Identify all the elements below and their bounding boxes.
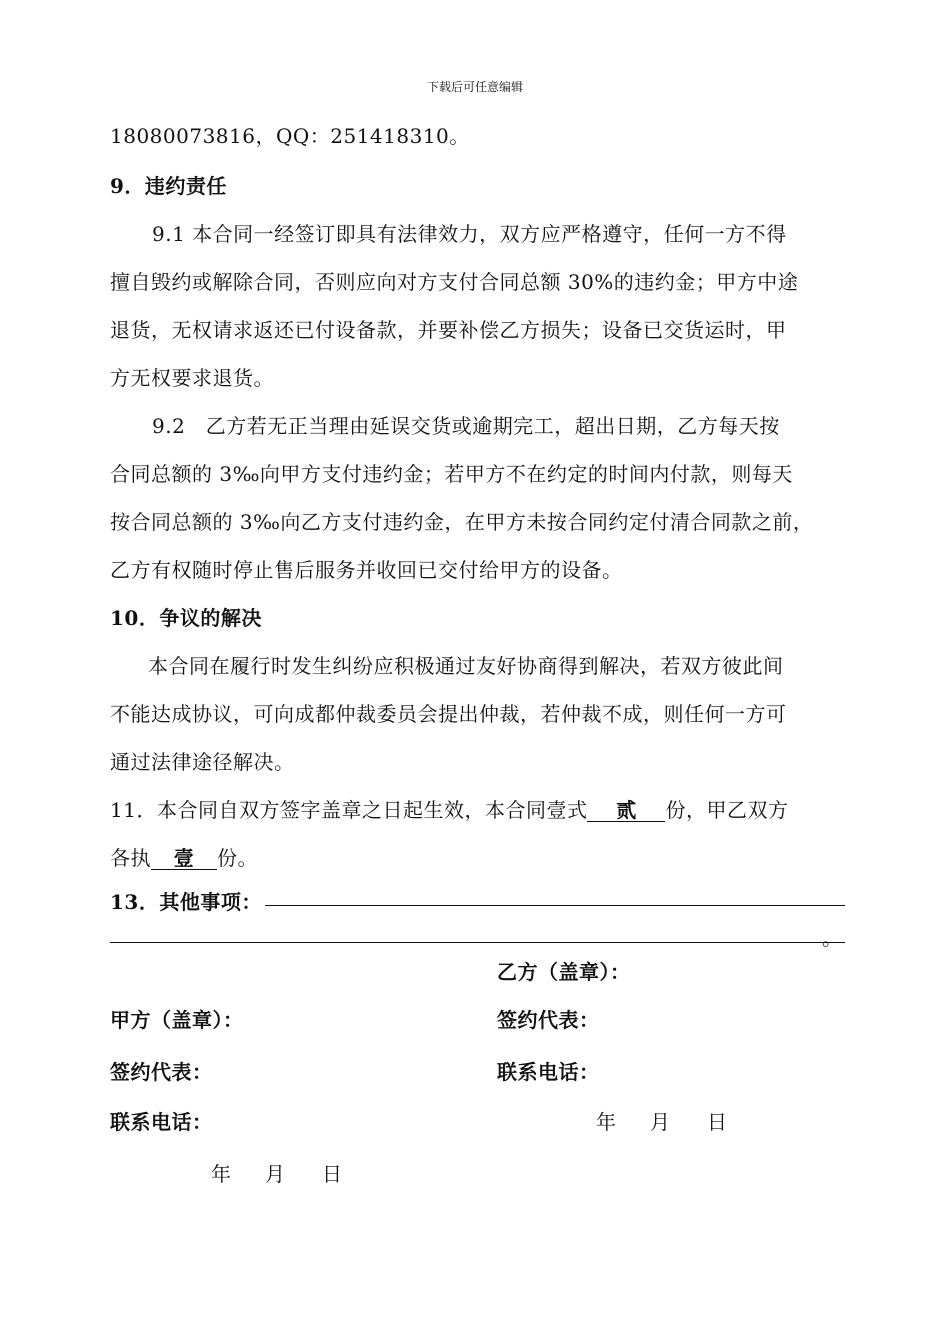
section-9-1-line: 退货，无权请求返还已付设备款，并要补偿乙方损失；设备已交货运时，甲 (110, 318, 787, 342)
section-10-line: 本合同在履行时发生纠纷应积极通过友好协商得到解决，若双方彼此间 (148, 654, 784, 678)
section-11-line-1 (110, 794, 788, 823)
other-matters-rule-2 (110, 942, 845, 943)
copies-each: 壹 (151, 847, 217, 870)
section-11-prefix: 11．本合同自双方签字盖章之日起生效，本合同壹式 (110, 798, 588, 822)
party-a-date-day: 日 (322, 1162, 343, 1186)
section-9-2-line: 乙方有权随时停止售后服务并收回已交付给甲方的设备。 (110, 558, 623, 582)
party-b-date-month: 月 (650, 1110, 671, 1134)
header-note: 下载后可任意编辑 (426, 80, 523, 94)
section-11-suffix: 份。 (217, 846, 258, 870)
party-a-seal-label: 甲方（盖章）： (110, 1008, 244, 1032)
section-10-line: 不能达成协议，可向成都仲裁委员会提出仲裁，若仲裁不成，则任何一方可 (110, 702, 787, 726)
party-a-phone-label: 联系电话： (110, 1110, 213, 1134)
other-matters-period: 。 (822, 926, 842, 950)
section-9-1-line: 擅自毁约或解除合同，否则应向对方支付合同总额 30%的违约金；甲方中途 (110, 270, 799, 294)
section-9-2-line: 按合同总额的 3‰向乙方支付违约金，在甲方未按合同约定付清合同款之前， (110, 510, 814, 534)
party-b-seal-label: 乙方（盖章）： (497, 960, 631, 984)
section-11-line-2 (110, 842, 258, 871)
other-matters-rule-1 (265, 905, 845, 906)
section-10-line: 通过法律途径解决。 (110, 750, 295, 774)
party-a-date-month: 月 (265, 1162, 286, 1186)
section-9-1-line: 方无权要求退货。 (110, 366, 274, 390)
party-a-date-year: 年 (211, 1162, 232, 1186)
section-9-2-line: 9.2 乙方若无正当理由延误交货或逾期完工，超出日期，乙方每天按 (152, 414, 780, 438)
party-b-rep-label: 签约代表： (497, 1008, 600, 1032)
party-a-rep-label: 签约代表： (110, 1060, 213, 1084)
section-9-2-line: 合同总额的 3‰向甲方支付违约金；若甲方不在约定的时间内付款，则每天 (110, 462, 793, 486)
section-9-heading: 9．违约责任 (110, 174, 227, 198)
section-11-mid: 份，甲乙双方 (665, 798, 789, 822)
section-10-heading: 10．争议的解决 (110, 606, 262, 630)
copies-total: 贰 (587, 799, 665, 822)
party-b-phone-label: 联系电话： (497, 1060, 600, 1084)
party-b-date-year: 年 (596, 1110, 617, 1134)
section-13-heading: 13．其他事项： (110, 890, 262, 914)
party-b-date-day: 日 (707, 1110, 728, 1134)
section-9-1-line: 9.1 本合同一经签订即具有法律效力，双方应严格遵守，任何一方不得 (152, 222, 787, 246)
section-11-each-prefix: 各执 (110, 846, 151, 870)
contact-line: 18080073816，QQ：251418310。 (110, 124, 470, 148)
